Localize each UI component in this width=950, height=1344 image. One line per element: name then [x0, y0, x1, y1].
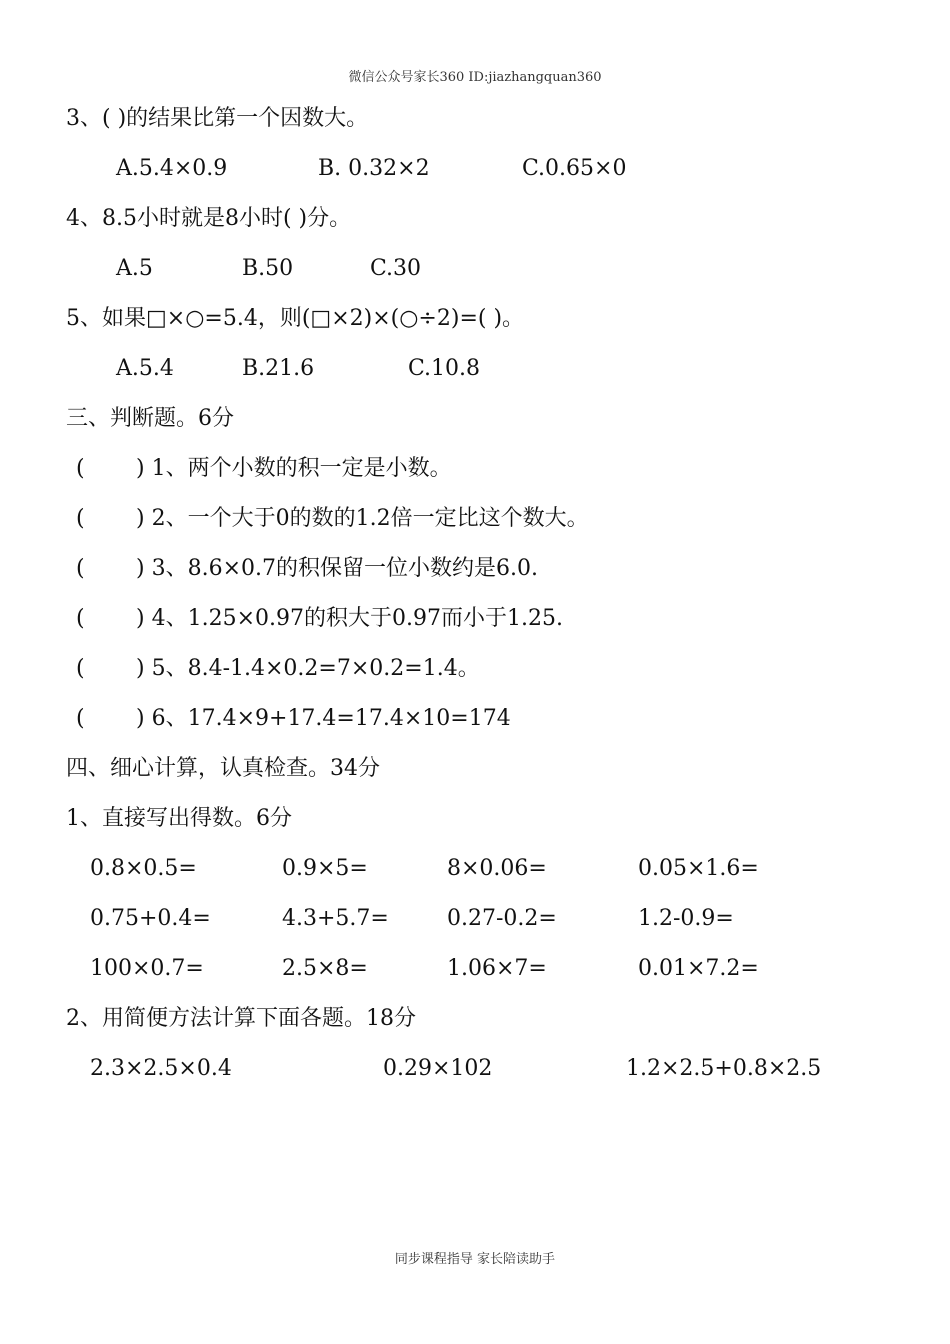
q5-option-a: A.5.4 [116, 356, 174, 381]
calc-item: 1.2-0.9= [638, 906, 734, 931]
calc-item: 4.3+5.7= [282, 906, 389, 931]
judge-item [76, 504, 589, 534]
answer-paren-open: ( [76, 556, 85, 581]
answer-paren-close: ) [136, 656, 145, 681]
page-header: 微信公众号家长360 ID:jiazhangquan360 [348, 70, 602, 85]
judge-item-text: 4、1.25×0.97的积大于0.97而小于1.25. [151, 606, 563, 631]
q5-option-c: C.10.8 [408, 356, 481, 381]
section-calc-title: 四、细心计算，认真检查。34分 [66, 756, 380, 781]
judge-item [76, 704, 511, 734]
answer-paren-open: ( [76, 606, 85, 631]
judge-item-text: 1、两个小数的积一定是小数。 [151, 456, 452, 481]
page-footer: 同步课程指导 家长陪读助手 [394, 1252, 556, 1267]
calc-item: 0.05×1.6= [638, 856, 759, 881]
simplify-item: 2.3×2.5×0.4 [90, 1056, 232, 1081]
question-3: 3、( )的结果比第一个因数大。 [66, 106, 369, 131]
answer-paren-close: ) [136, 706, 145, 731]
answer-paren-open: ( [76, 706, 85, 731]
judge-item [76, 554, 538, 584]
answer-paren-close: ) [136, 506, 145, 531]
simplify-item: 1.2×2.5+0.8×2.5 [626, 1056, 822, 1081]
q4-option-a: A.5 [116, 256, 153, 281]
section-judge-title: 三、判断题。6分 [66, 406, 234, 431]
answer-paren-close: ) [136, 606, 145, 631]
judge-item-text: 2、一个大于0的数的1.2倍一定比这个数大。 [151, 506, 589, 531]
judge-item-text: 3、8.6×0.7的积保留一位小数约是6.0. [151, 556, 538, 581]
answer-paren-close: ) [136, 456, 145, 481]
q3-option-b: B. 0.32×2 [318, 156, 430, 181]
calc-item: 8×0.06= [447, 856, 547, 881]
calc-item: 0.01×7.2= [638, 956, 759, 981]
answer-paren-close: ) [136, 556, 145, 581]
calc-sub1-title: 1、直接写出得数。6分 [66, 806, 292, 831]
calc-item: 2.5×8= [282, 956, 368, 981]
calc-item: 0.9×5= [282, 856, 368, 881]
calc-item: 0.8×0.5= [90, 856, 197, 881]
answer-paren-open: ( [76, 456, 85, 481]
answer-paren-open: ( [76, 656, 85, 681]
q4-option-b: B.50 [242, 256, 294, 281]
calc-item: 0.75+0.4= [90, 906, 211, 931]
answer-paren-open: ( [76, 506, 85, 531]
judge-item-text: 5、8.4-1.4×0.2=7×0.2=1.4。 [151, 656, 480, 681]
q5-option-b: B.21.6 [242, 356, 315, 381]
calc-item: 100×0.7= [90, 956, 204, 981]
calc-item: 0.27-0.2= [447, 906, 557, 931]
q3-option-a: A.5.4×0.9 [116, 156, 228, 181]
q3-option-c: C.0.65×0 [522, 156, 627, 181]
question-4: 4、8.5小时就是8小时( )分。 [66, 206, 352, 231]
calc-sub2-title: 2、用简便方法计算下面各题。18分 [66, 1006, 416, 1031]
judge-item [76, 604, 563, 634]
judge-item-text: 6、17.4×9+17.4=17.4×10=174 [151, 706, 511, 731]
judge-item [76, 654, 480, 684]
calc-item: 1.06×7= [447, 956, 547, 981]
simplify-item: 0.29×102 [383, 1056, 493, 1081]
q4-option-c: C.30 [370, 256, 422, 281]
question-5: 5、如果□×○=5.4，则(□×2)×(○÷2)=( )。 [66, 306, 525, 331]
judge-item [76, 454, 452, 484]
